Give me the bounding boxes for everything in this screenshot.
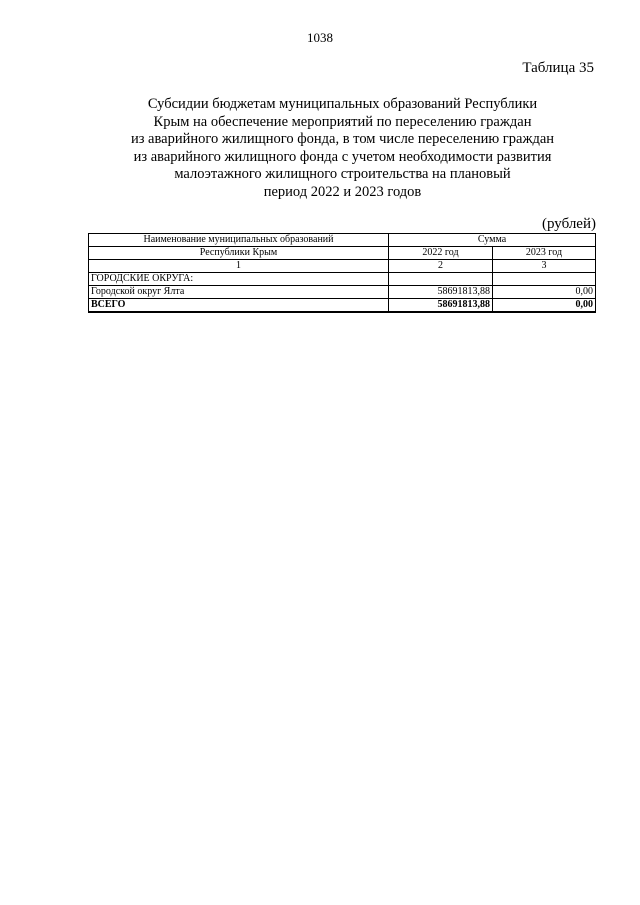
total-value-2022: 58691813,88 <box>389 299 493 313</box>
header-year-2022: 2022 год <box>389 247 493 260</box>
row-value-2022: 58691813,88 <box>389 286 493 299</box>
table-row <box>89 286 596 299</box>
subsidy-table <box>88 233 596 313</box>
header-name-line2: Республики Крым <box>89 247 389 260</box>
title-line: из аварийного жилищного фонда с учетом необходимости развития <box>133 148 552 165</box>
title-line: период 2022 и 2023 годов <box>263 183 422 200</box>
table-header-row <box>89 234 596 247</box>
column-number: 2 <box>389 260 493 273</box>
column-number: 1 <box>89 260 389 273</box>
column-number-row <box>89 260 596 273</box>
table-header-row <box>89 247 596 260</box>
header-year-2023: 2023 год <box>493 247 596 260</box>
unit-label: (рублей) <box>541 216 596 232</box>
row-value-2023: 0,00 <box>493 286 596 299</box>
row-value-2023 <box>493 273 596 286</box>
title-line: из аварийного жилищного фонда, в том числе переселению граждан <box>130 131 555 147</box>
table-label: Таблица 35 <box>522 60 594 76</box>
total-name: ВСЕГО <box>89 299 389 313</box>
row-name: Городской округ Ялта <box>89 286 389 299</box>
document-title <box>90 96 595 201</box>
title-line: Крым на обеспечение мероприятий по переселению граждан <box>153 113 532 130</box>
title-line: Субсидии бюджетам муниципальных образований Республики <box>147 96 538 112</box>
total-value-2023: 0,00 <box>493 299 596 313</box>
header-sum: Сумма <box>389 234 596 247</box>
column-number: 3 <box>493 260 596 273</box>
total-row <box>89 299 596 313</box>
title-line: малоэтажного жилищного строительства на плановый <box>174 166 511 182</box>
row-name: ГОРОДСКИЕ ОКРУГА: <box>89 273 389 286</box>
page-number: 1038 <box>307 30 333 45</box>
table-row <box>89 273 596 286</box>
header-name-line1: Наименование муниципальных образований <box>89 234 389 247</box>
row-value-2022 <box>389 273 493 286</box>
